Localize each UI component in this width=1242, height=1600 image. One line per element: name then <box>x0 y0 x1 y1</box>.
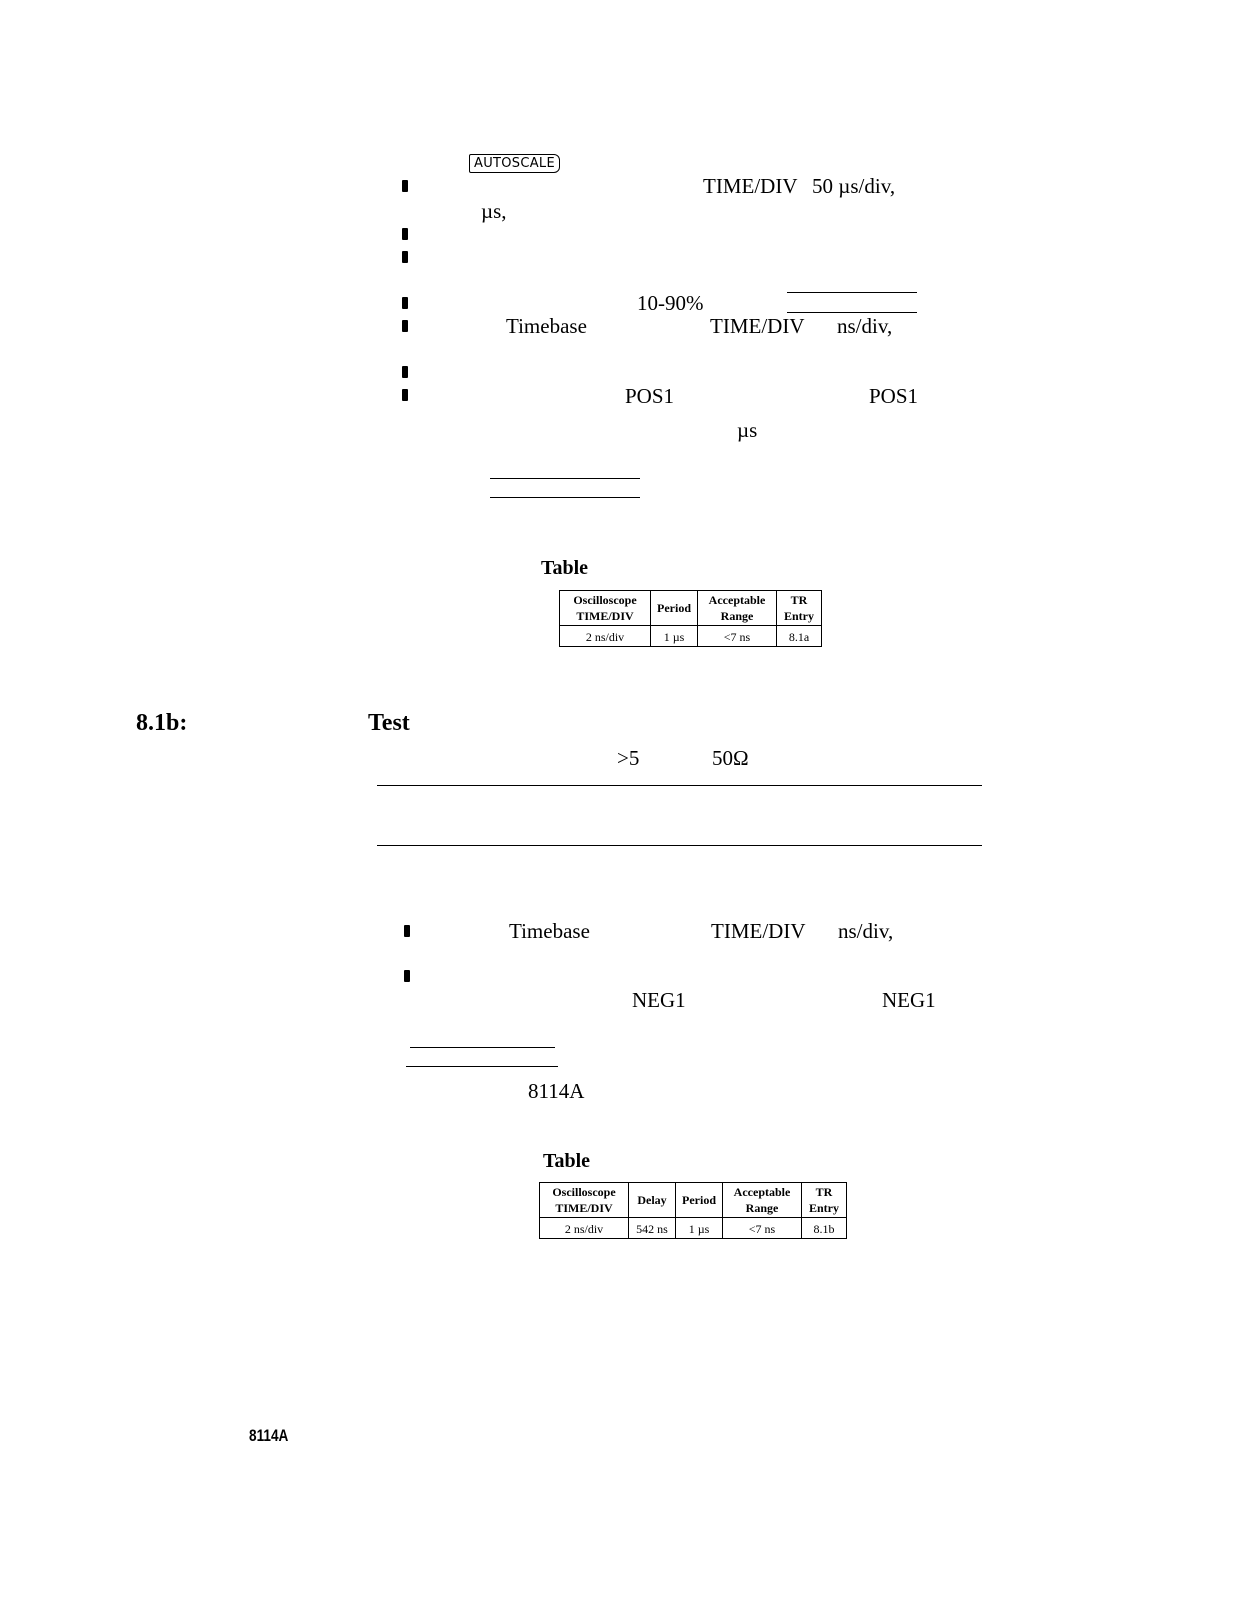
timediv-label: TIME/DIV <box>703 174 798 198</box>
table-header-row <box>560 591 822 626</box>
blank-line <box>787 312 917 313</box>
table-cell: <7 ns <box>723 1218 802 1239</box>
table-cell: 2 ns/div <box>560 626 651 647</box>
blank-line <box>406 1066 558 1067</box>
note-divider <box>377 785 982 786</box>
timediv-label: TIME/DIV <box>710 314 805 338</box>
time-unit: µs, <box>481 199 507 223</box>
neg1-label: NEG1 <box>632 988 686 1012</box>
table-row <box>540 1218 847 1239</box>
neg1-label: NEG1 <box>882 988 936 1012</box>
column-header: TR Entry <box>802 1183 847 1218</box>
table-row <box>560 626 822 647</box>
table-caption: Table <box>543 1150 591 1172</box>
bullet-marker <box>402 320 408 332</box>
table-header-row <box>540 1183 847 1218</box>
table-cell: 2 ns/div <box>540 1218 629 1239</box>
footer-model: 8114A <box>249 1426 289 1445</box>
note-divider <box>377 845 982 846</box>
timediv-unit: ns/div, <box>838 919 894 943</box>
section-number: 8.1b: <box>136 710 188 736</box>
table-caption: Table <box>541 557 589 579</box>
bullet-marker <box>402 389 408 401</box>
bullet-marker <box>402 251 408 263</box>
blank-line <box>490 497 640 498</box>
time-unit: µs <box>737 418 758 442</box>
column-header: TR Entry <box>777 591 822 626</box>
model-number: 8114A <box>528 1079 585 1103</box>
timediv-label: TIME/DIV <box>711 919 806 943</box>
section-title: Test <box>368 710 410 736</box>
bullet-marker <box>402 228 408 240</box>
bullet-marker <box>402 366 408 378</box>
table-cell: 542 ns <box>629 1218 676 1239</box>
fall-time-table <box>539 1182 847 1239</box>
bullet-marker <box>402 297 408 309</box>
table-cell: 1 µs <box>651 626 698 647</box>
rise-time-table <box>559 590 822 647</box>
bullet-marker <box>404 925 410 937</box>
blank-line <box>410 1047 555 1048</box>
timediv-unit: ns/div, <box>837 314 893 338</box>
column-header: Acceptable Range <box>723 1183 802 1218</box>
column-header: Oscilloscope TIME/DIV <box>540 1183 629 1218</box>
column-header: Delay <box>629 1183 676 1218</box>
column-header: Oscilloscope TIME/DIV <box>560 591 651 626</box>
column-header: Acceptable Range <box>698 591 777 626</box>
table-cell: 1 µs <box>676 1218 723 1239</box>
condition-value: 50Ω <box>712 746 749 770</box>
bullet-marker <box>404 970 410 982</box>
autoscale-key: AUTOSCALE <box>469 154 560 173</box>
table-cell: 8.1b <box>802 1218 847 1239</box>
column-header: Period <box>676 1183 723 1218</box>
condition-value: >5 <box>617 746 640 770</box>
column-header: Period <box>651 591 698 626</box>
rise-time-range: 10-90% <box>637 291 704 315</box>
timebase-label: Timebase <box>506 314 587 338</box>
blank-line <box>490 478 640 479</box>
timediv-value: 50 µs/div, <box>812 174 896 198</box>
timebase-label: Timebase <box>509 919 590 943</box>
pos1-label: POS1 <box>625 384 675 408</box>
table-cell: <7 ns <box>698 626 777 647</box>
bullet-marker <box>402 180 408 192</box>
blank-line <box>787 292 917 293</box>
table-cell: 8.1a <box>777 626 822 647</box>
pos1-label: POS1 <box>869 384 919 408</box>
